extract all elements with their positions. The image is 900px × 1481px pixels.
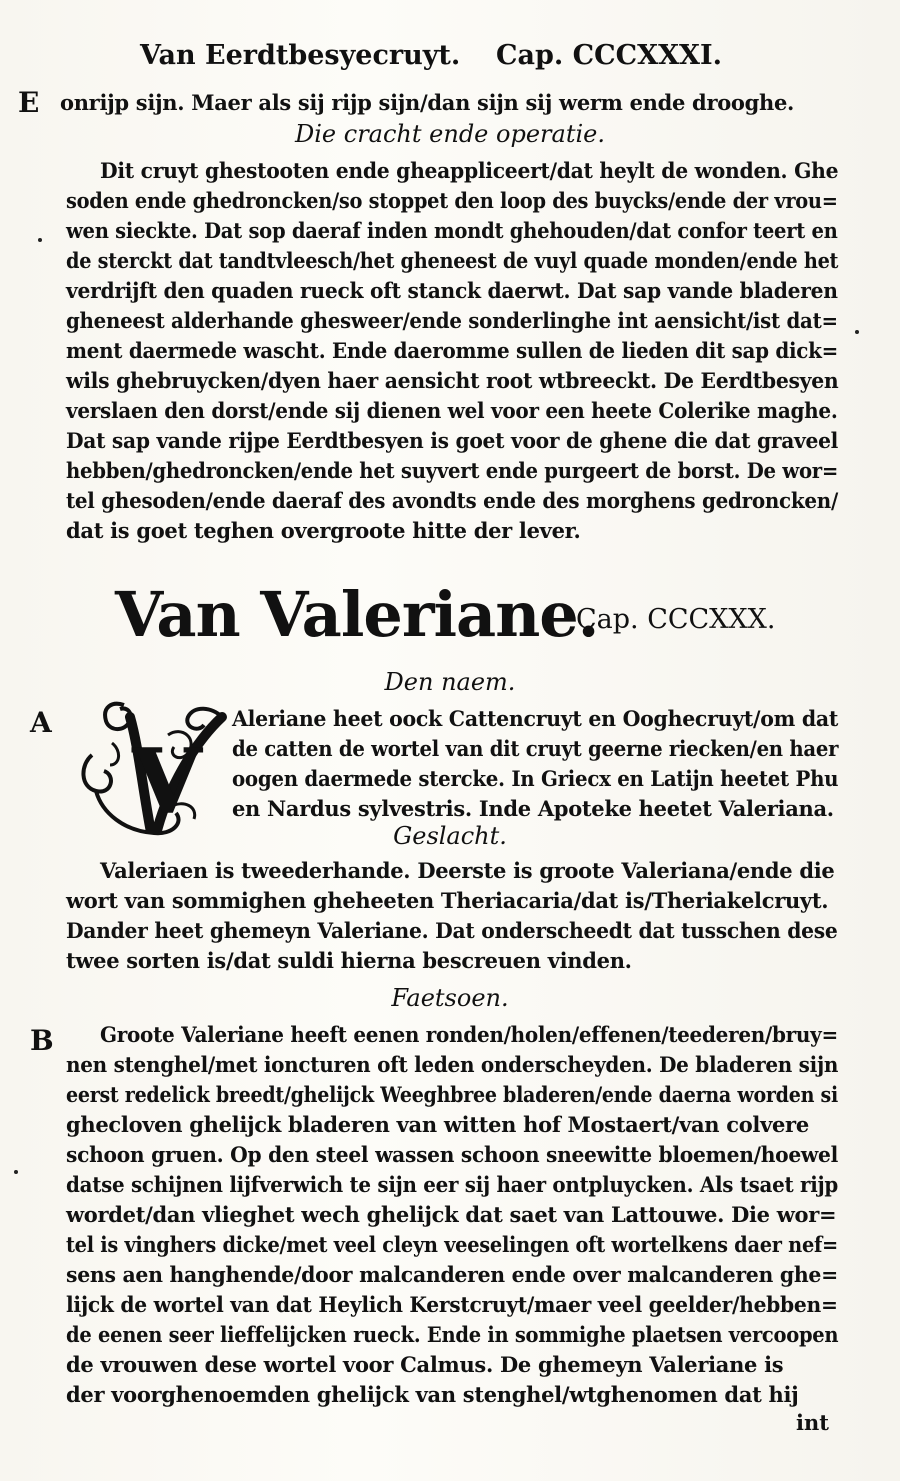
text-line: oogen daermede stercke. In Griecx en Latijn heetet Phu — [232, 766, 839, 791]
section-heading-faetsoen: Faetsoen. — [391, 984, 509, 1012]
chapter-title: Van Valeriane. — [115, 578, 599, 651]
section-heading-cracht: Die cracht ende operatie. — [295, 120, 605, 148]
text-line: Dander heet ghemeyn Valeriane. Dat onderscheedt dat tusschen dese — [66, 918, 838, 943]
text-line: wort van sommighen gheheeten Theriacaria/dat is/Theriakelcruyt. — [66, 888, 829, 913]
text-line: soden ende ghedroncken/so stoppet den loop des buycks/ende der vrou= — [66, 188, 838, 213]
text-line: dat is goet teghen overgroote hitte der lever. — [66, 518, 581, 543]
section-heading-naem: Den naem. — [384, 668, 516, 696]
text-line: wils ghebruycken/dyen haer aensicht root wtbreeckt. De Eerdtbesyen — [66, 368, 839, 393]
margin-marker-b: B — [30, 1024, 54, 1057]
text-line: tel ghesoden/ende daeraf des avondts ende des morghens gedroncken/ — [66, 488, 838, 513]
text-line: onrijp sijn. Maer als sij rijp sijn/dan sijn sij werm ende drooghe. — [60, 90, 795, 115]
text-line: Aleriane heet oock Cattencruyt en Ooghecruyt/om dat — [232, 706, 839, 731]
text-line: lijck de wortel van dat Heylich Kerstcruyt/maer veel geelder/hebben= — [66, 1292, 838, 1317]
text-line: verslaen den dorst/ende sij dienen wel voor een heete Colerike maghe. — [66, 398, 838, 423]
text-line: ghecloven ghelijck bladeren van witten hof Mostaert/van colvere — [66, 1112, 809, 1137]
ink-speck — [14, 1170, 18, 1174]
running-head-title: Van Eerdtbesyecruyt. — [140, 40, 461, 71]
text-line: eerst redelick breedt/ghelijck Weeghbree bladeren/ende daerna worden si — [66, 1082, 838, 1107]
margin-marker-e: E — [18, 86, 40, 119]
section-heading-geslacht: Geslacht. — [393, 822, 507, 850]
text-line: en Nardus sylvestris. Inde Apoteke heetet Valeriana. — [232, 796, 834, 821]
text-line: de catten de wortel van dit cruyt geerne riecken/en haer — [232, 736, 839, 761]
text-line: de vrouwen dese wortel voor Calmus. De ghemeyn Valeriane is — [66, 1352, 784, 1377]
text-line: Groote Valeriane heeft eenen ronden/holen/effenen/teederen/bruy= — [100, 1022, 838, 1047]
margin-marker-a: A — [30, 706, 52, 739]
text-line: gheneest alderhande ghesweer/ende sonderlinghe int aensicht/ist dat= — [66, 308, 838, 333]
catchword: int — [796, 1410, 829, 1435]
text-line: de eenen seer lieffelijcken rueck. Ende in sommighe plaetsen vercoopen — [66, 1322, 839, 1347]
text-line: ment daermede wascht. Ende daeromme sullen de lieden dit sap dick= — [66, 338, 839, 363]
text-line: Valeriaen is tweederhande. Deerste is groote Valeriana/ende die — [100, 858, 835, 883]
chapter-number: Cap. CCCXXX. — [576, 604, 776, 635]
text-line: de sterckt dat tandtvleesch/het gheneest de vuyl quade monden/ende het — [66, 248, 839, 273]
text-line: hebben/ghedroncken/ende het suyvert ende purgeert de borst. De wor= — [66, 458, 839, 483]
text-line: datse schijnen lijfverwich te sijn eer sij haer ontpluycken. Als tsaet rijp — [66, 1172, 839, 1197]
text-line: wen sieckte. Dat sop daeraf inden mondt ghehouden/dat confor teert en — [66, 218, 838, 243]
text-line: sens aen hanghende/door malcanderen ende over malcanderen ghe= — [66, 1262, 838, 1287]
text-line: wordet/dan vlieghet wech ghelijck dat saet van Lattouwe. Die wor= — [66, 1202, 837, 1227]
text-line: der voorghenoemden ghelijck van stenghel/wtghenomen dat hij — [66, 1382, 799, 1407]
dropcap-letter: V — [132, 729, 202, 835]
running-head-chapter: Cap. CCCXXXI. — [496, 40, 723, 71]
text-line: Dit cruyt ghestooten ende gheappliceert/dat heylt de wonden. Ghe — [100, 158, 839, 183]
text-line: twee sorten is/dat suldi hierna bescreuen vinden. — [66, 948, 632, 973]
text-line: Dat sap vande rijpe Eerdtbesyen is goet voor de ghene die dat graveel — [66, 428, 839, 453]
running-head — [140, 40, 780, 82]
ink-speck — [38, 238, 42, 242]
text-line: schoon gruen. Op den steel wassen schoon sneewitte bloemen/hoewel — [66, 1142, 838, 1167]
text-line: nen stenghel/met ioncturen oft leden onderscheyden. De bladeren sijn — [66, 1052, 839, 1077]
ink-speck — [855, 330, 859, 334]
text-line: verdrijft den quaden rueck oft stanck daerwt. Dat sap vande bladeren — [66, 278, 838, 303]
text-line: tel is vinghers dicke/met veel cleyn veeselingen oft wortelkens daer nef= — [66, 1232, 839, 1257]
